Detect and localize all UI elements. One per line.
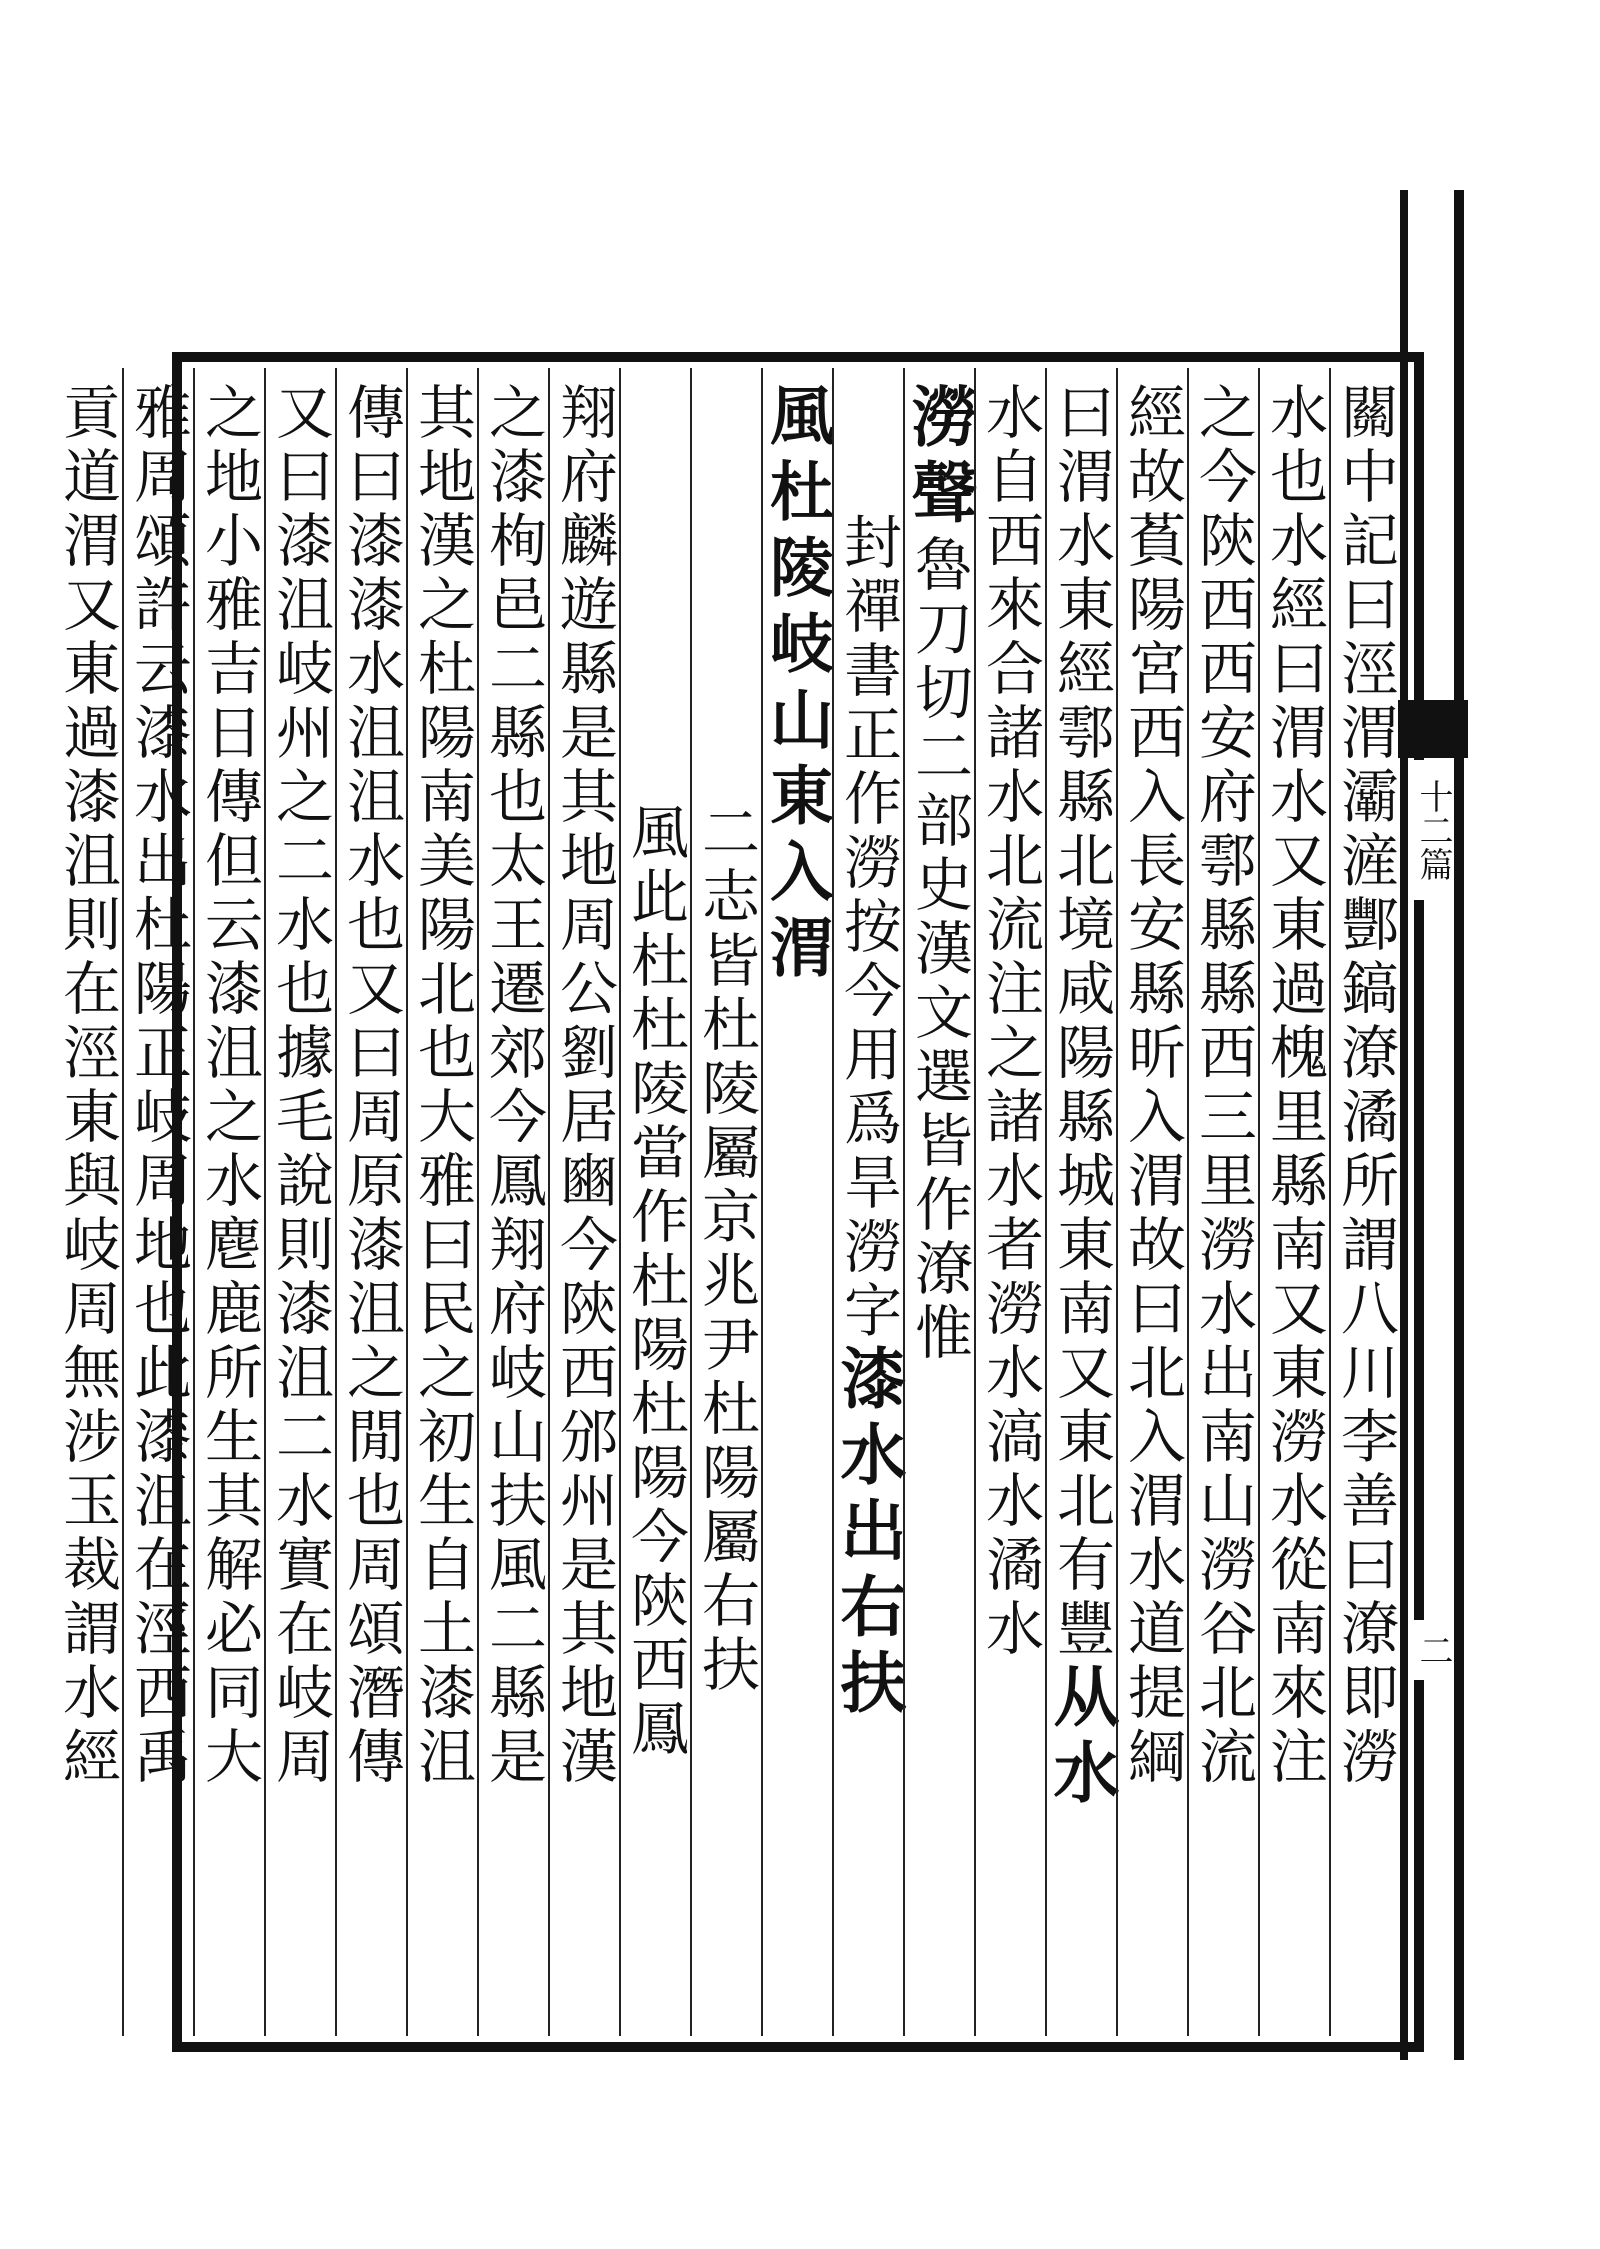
text-column-13: 之漆栒邑二縣也太王遷郊今鳳翔府岐山扶風二縣是 — [477, 368, 548, 2036]
text-column-10 — [690, 368, 761, 2036]
fore-edge-strip — [1400, 190, 1464, 2060]
text-column-6: 水自西來合諸水北流注之諸水者澇水滈水潏水 — [974, 368, 1045, 2036]
phonetic-note-2: 封禪書正作澇按今用爲旱澇字 — [834, 512, 902, 1344]
text-column-7 — [900, 368, 978, 2036]
entry-radical-note: 从水 — [1042, 1662, 1120, 1814]
text-column-4: 經故萯陽宮西入長安縣昕入渭故曰北入渭水道提綱 — [1116, 368, 1187, 2036]
text-column-8 — [829, 368, 907, 2036]
text-column-9: 風杜陵岐山東入渭 — [761, 368, 832, 2036]
text-column-15: 傳曰漆漆水沮沮水也又曰周原漆沮之閒也周頌潛傳 — [335, 368, 406, 2036]
text-column-12: 翔府麟遊縣是其地周公劉居豳今陝西邠州是其地漢 — [548, 368, 619, 2036]
geography-note-1: 二志皆杜陵屬京兆尹杜陽屬右扶 — [692, 802, 760, 1698]
geography-note-2: 風此杜杜陵當作杜陽杜陽今陝西鳳 — [621, 802, 689, 1762]
entry-headword-qi: 漆水出右扶 — [829, 1344, 907, 1724]
text-column-17: 之地小雅吉日傳但云漆沮之水麀鹿所生其解必同大 — [193, 368, 264, 2036]
text-column-16: 又曰漆沮岐州之二水也據毛說則漆沮二水實在岐周 — [264, 368, 335, 2036]
text-column-1: 關中記曰涇渭灞滻酆鎬潦潏所謂八川李善曰潦即澇 — [1329, 368, 1400, 2036]
phonetic-note: 魯刀切二部史漢文選皆作潦惟 — [905, 534, 973, 1366]
commentary-text: 曰渭水東經鄠縣北境咸陽縣城東南又東北有豐 — [1047, 382, 1115, 1662]
fore-edge-volume-label: 十二篇 — [1413, 760, 1453, 900]
text-body — [53, 368, 1400, 2036]
text-column-19: 貢道渭又東過漆沮則在涇東與岐周無涉玉裁謂水經 — [53, 382, 121, 1790]
entry-headword-lao: 澇聲 — [900, 382, 978, 534]
text-column-11 — [619, 368, 690, 2036]
text-column-3: 之今陝西西安府鄠縣縣西三里澇水出南山澇谷北流 — [1187, 368, 1258, 2036]
text-column-14: 其地漢之杜陽南美陽北也大雅曰民之初生自土漆沮 — [406, 368, 477, 2036]
fore-edge-upper-mark — [1398, 700, 1468, 758]
text-column-18: 雅周頌許云漆水出杜陽正岐周地也此漆沮在涇西禹 — [122, 368, 193, 2036]
text-column-5 — [1042, 368, 1120, 2036]
fore-edge-page-number: 二 — [1413, 1620, 1453, 1680]
text-column-2: 水也水經曰渭水又東過槐里縣南又東澇水從南來注 — [1258, 368, 1329, 2036]
